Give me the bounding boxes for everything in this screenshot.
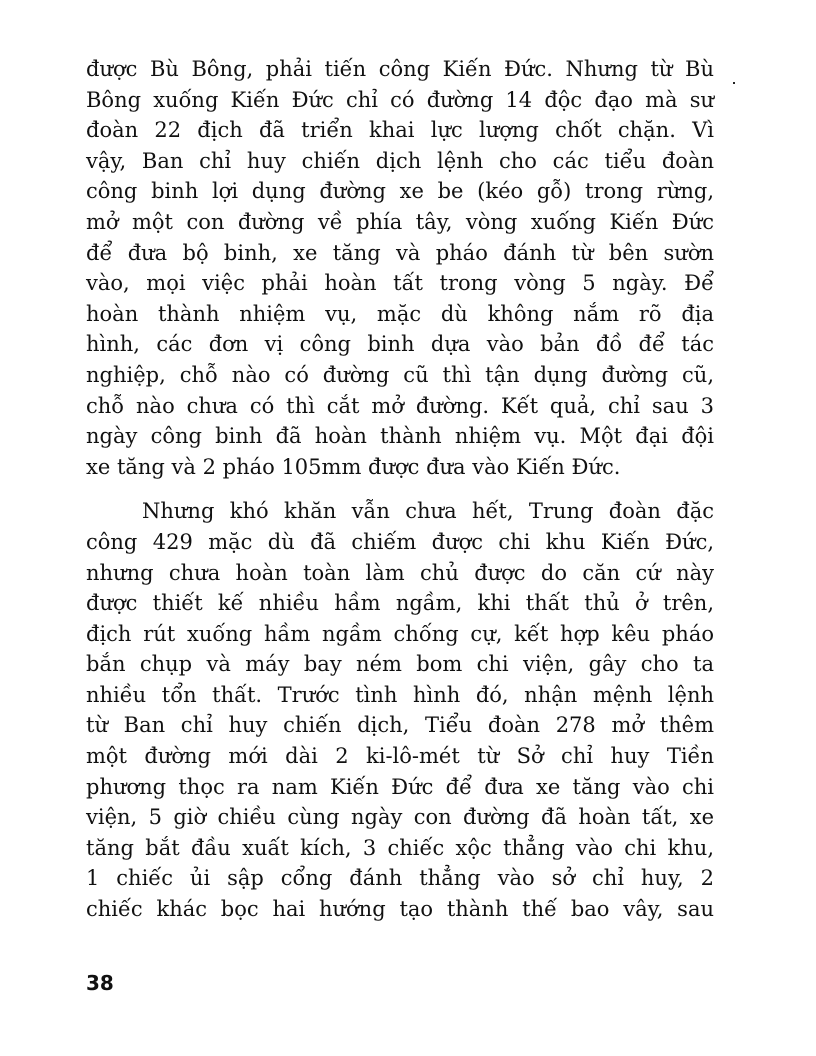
text-line: ngày công binh đã hoàn thành nhiệm vụ. Một đại đội [86, 424, 714, 449]
text-line: một đường mới dài 2 ki-lô-mét từ Sở chỉ huy Tiền [86, 744, 714, 769]
text-line: bắn chụp và máy bay ném bom chi viện, gây cho ta [86, 652, 714, 677]
text-line: hình, các đơn vị công binh dựa vào bản đồ để tác [86, 332, 714, 357]
text-line: 1 chiếc ủi sập cổng đánh thẳng vào sở chỉ huy, 2 [86, 866, 714, 891]
text-line: địch rút xuống hầm ngầm chống cự, kết hợp kêu pháo [86, 621, 714, 646]
text-line: viện, 5 giờ chiều cùng ngày con đường đã hoàn tất, xe [86, 805, 714, 830]
text-line: xe tăng và 2 pháo 105mm được đưa vào Kiến Đức. [86, 454, 621, 479]
text-line: để đưa bộ binh, xe tăng và pháo đánh từ bên sườn [86, 240, 714, 265]
text-line: vào, mọi việc phải hoàn tất trong vòng 5 ngày. Để [86, 271, 714, 296]
text-line: nghiệp, chỗ nào có đường cũ thì tận dụng đường cũ, [86, 362, 714, 387]
text-line: đoàn 22 địch đã triển khai lực lượng chốt chặn. Vì [86, 118, 714, 143]
text-line: nhưng chưa hoàn toàn làm chủ được do căn cứ này [86, 560, 714, 585]
text-line: mở một con đường về phía tây, vòng xuống Kiến Đức [86, 209, 714, 234]
text-line: được Bù Bông, phải tiến công Kiến Đức. Nhưng từ Bù [86, 57, 714, 81]
scan-speck [733, 82, 735, 84]
text-line: nhiều tổn thất. Trước tình hình đó, nhận mệnh lệnh [86, 682, 714, 707]
text-line: Bông xuống Kiến Đức chỉ có đường 14 độc đạo mà sư [86, 87, 714, 112]
text-line: từ Ban chỉ huy chiến dịch, Tiểu đoàn 278 mở thêm [86, 713, 714, 738]
body-text [86, 54, 714, 925]
page-number: 38 [86, 971, 114, 995]
text-line: phương thọc ra nam Kiến Đức để đưa xe tăng vào chi [86, 774, 714, 799]
paragraph-2 [86, 496, 714, 924]
text-line: công binh lợi dụng đường xe be (kéo gỗ) trong rừng, [86, 179, 714, 204]
text-line: chiếc khác bọc hai hướng tạo thành thế bao vây, sau [86, 897, 714, 922]
text-line: được thiết kế nhiều hầm ngầm, khi thất thủ ở trên, [86, 591, 714, 616]
text-line: công 429 mặc dù đã chiếm được chi khu Kiến Đức, [86, 529, 714, 554]
text-line: vậy, Ban chỉ huy chiến dịch lệnh cho các tiểu đoàn [86, 148, 714, 173]
text-line: Nhưng khó khăn vẫn chưa hết, Trung đoàn đặc [142, 499, 714, 524]
text-line: hoàn thành nhiệm vụ, mặc dù không nắm rõ địa [86, 301, 714, 326]
paragraph-1 [86, 54, 714, 482]
text-line: chỗ nào chưa có thì cắt mở đường. Kết quả, chỉ sau 3 [86, 393, 714, 418]
text-line: tăng bắt đầu xuất kích, 3 chiếc xộc thẳng vào chi khu, [86, 835, 714, 860]
